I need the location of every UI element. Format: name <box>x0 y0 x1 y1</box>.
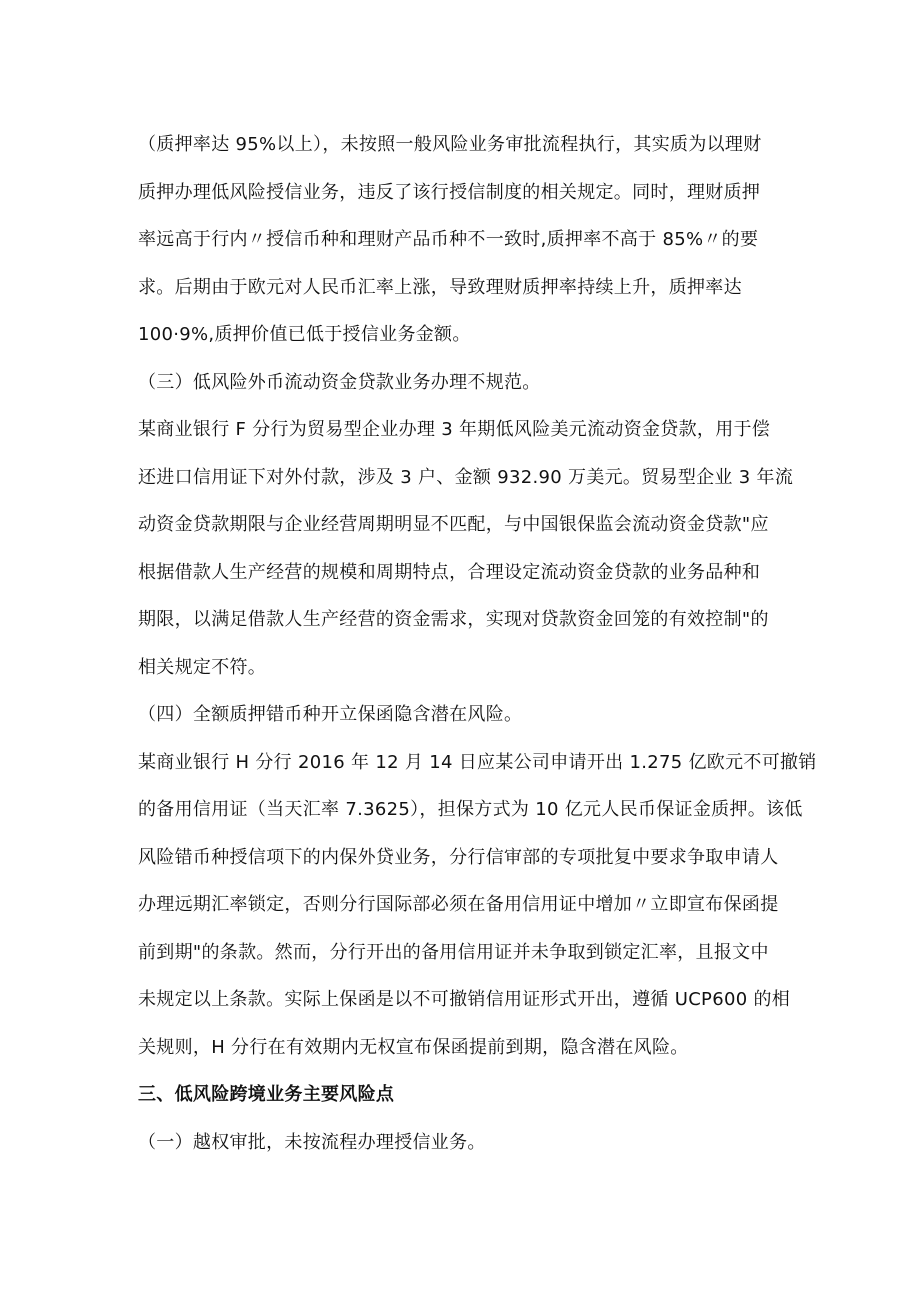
text-line: 关规则，H 分行在有效期内无权宣布保函提前到期，隐含潜在风险。 <box>138 1036 689 1058</box>
section-heading: （四）全额质押错币种开立保函隐含潜在风险。 <box>138 704 523 725</box>
text-line: 还进口信用证下对外付款，涉及 3 户、金额 932.90 万美元。贸易型企业 3 年流 <box>138 466 794 488</box>
text-line: 求。后期由于欧元对人民币汇率上涨，导致理财质押率持续上升，质押率达 <box>138 276 742 298</box>
text-line: 根据借款人生产经营的规模和周期特点，合理设定流动资金贷款的业务品种和 <box>138 561 761 583</box>
text-line: 质押办理低风险授信业务，违反了该行授信制度的相关规定。同时，理财质押 <box>138 181 761 203</box>
text-line: （质押率达 95%以上），未按照一般风险业务审批流程执行，其实质为以理财 <box>138 134 762 155</box>
text-line: 100·9%,质押价值已低于授信业务金额。 <box>138 324 471 345</box>
chapter-heading: 三、低风险跨境业务主要风险点 <box>138 1084 395 1105</box>
text-line: 相关规定不符。 <box>138 656 267 678</box>
text-line: 某商业银行 H 分行 2016 年 12 月 14 日应某公司申请开出 1.275 亿欧元不可撤销 <box>138 751 817 773</box>
section-heading: （一）越权审批，未按流程办理授信业务。 <box>138 1131 486 1153</box>
text-line: 风险错币种授信项下的内保外贷业务，分行信审部的专项批复中要求争取申请人 <box>138 846 779 868</box>
text-line: 期限，以满足借款人生产经营的资金需求，实现对贷款资金回笼的有效控制"的 <box>138 609 769 630</box>
text-line: 率远高于行内〃授信币种和理财产品币种不一致时,质押率不高于 85%〃的要 <box>138 229 759 250</box>
text-line: 未规定以上条款。实际上保函是以不可撤销信用证形式开出，遵循 UCP600 的相 <box>138 989 791 1010</box>
text-line: 某商业银行 F 分行为贸易型企业办理 3 年期低风险美元流动资金贷款，用于偿 <box>138 419 771 440</box>
section-heading: （三）低风险外币流动资金贷款业务办理不规范。 <box>138 371 541 393</box>
text-line: 前到期"的条款。然而，分行开出的备用信用证并未争取到锁定汇率，且报文中 <box>138 941 769 963</box>
text-line: 的备用信用证（当天汇率 7.3625），担保方式为 10 亿元人民币保证金质押。该低 <box>138 799 803 820</box>
text-line: 办理远期汇率锁定，否则分行国际部必须在备用信用证中增加〃立即宣布保函提 <box>138 894 779 915</box>
text-line: 动资金贷款期限与企业经营周期明显不匹配，与中国银保监会流动资金贷款"应 <box>138 514 769 535</box>
document-body <box>138 121 817 1166</box>
